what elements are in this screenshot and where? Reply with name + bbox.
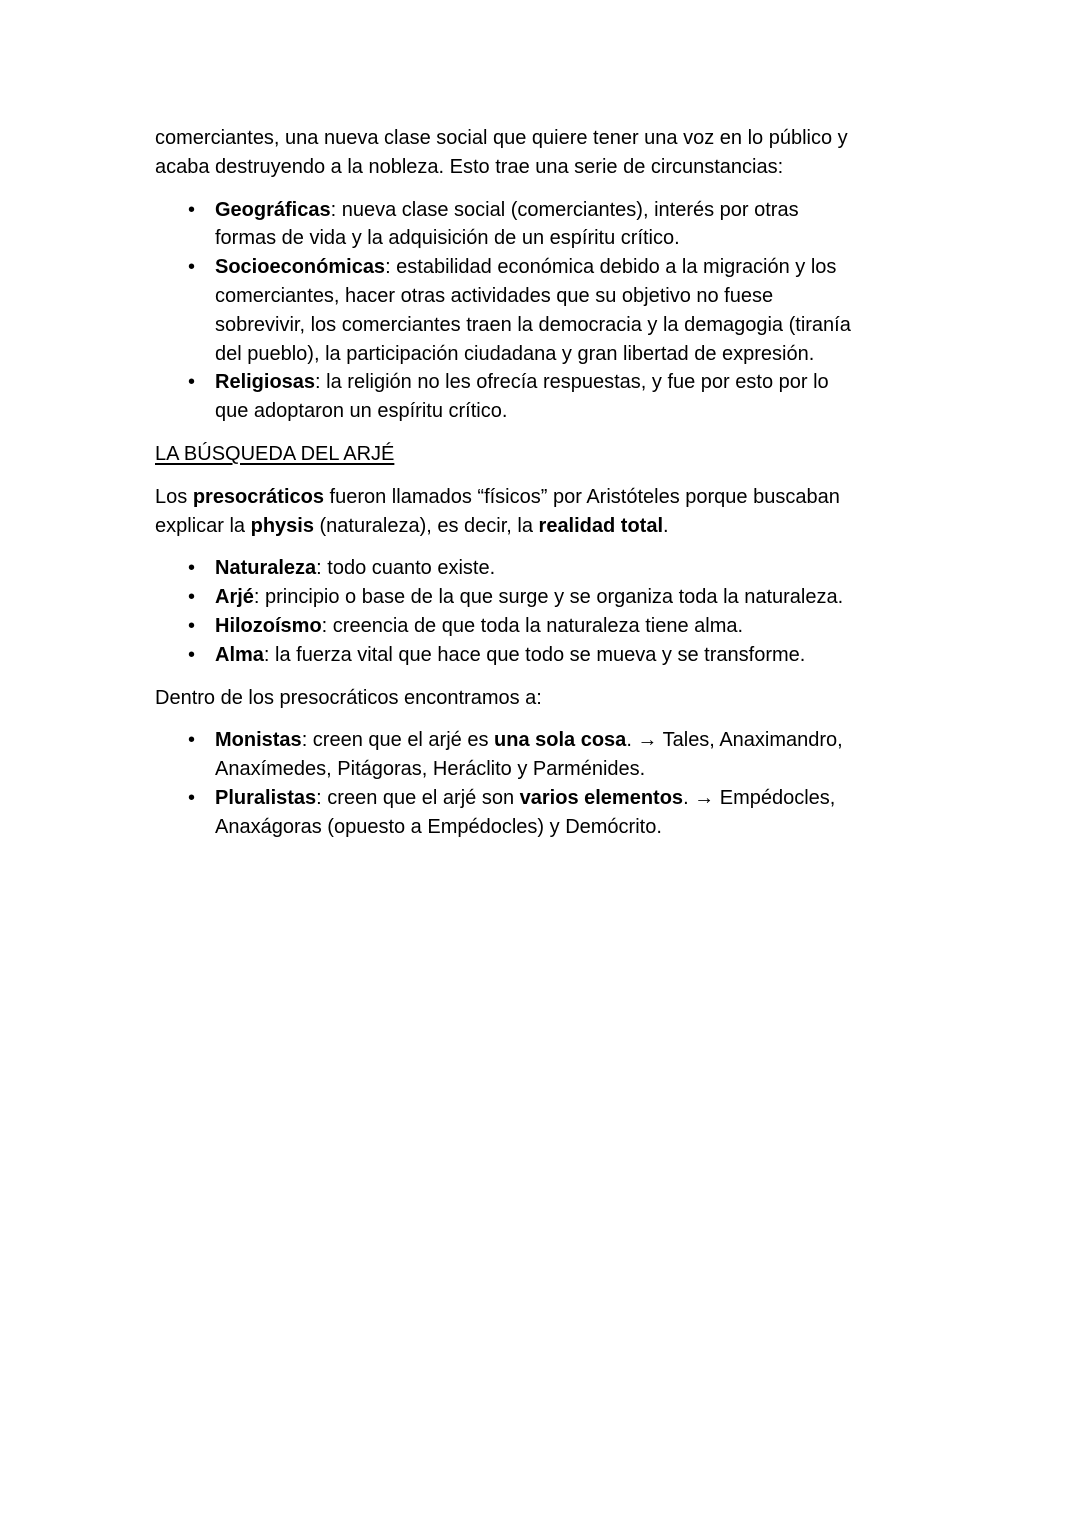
bullet-item-naturaleza: • Naturaleza: todo cuanto existe.	[155, 554, 1035, 583]
groups-list	[155, 726, 1035, 841]
presocratics-paragraph: Los presocráticos fueron llamados “físicos” por Aristóteles porque buscaban explicar la physis (naturaleza), es decir, la realidad total.	[155, 485, 840, 537]
groups-intro-paragraph: Dentro de los presocráticos encontramos a:	[155, 686, 542, 709]
bullet-item-pluralistas: • Pluralistas: creen que el arjé son varios elementos. → Empédocles, Anaxágoras (opuesto a Empédocles) y Demócrito.	[155, 784, 1035, 842]
bullet-item-socioeconomicas: • Socioeconómicas: estabilidad económica debido a la migración y los comerciantes, hacer otras actividades que su objetivo no fuese sobrevivir, los comerciantes traen la democracia y la demagogia (tiranía del pueblo), la participación ciudadana y gran libertad de expresión.	[155, 253, 1035, 368]
bullet-item-geograficas: • Geográficas: nueva clase social (comerciantes), interés por otras formas de vida y la adquisición de un espíritu crítico.	[155, 196, 1035, 254]
bullet-item-hilozoismo: • Hilozoísmo: creencia de que toda la naturaleza tiene alma.	[155, 612, 1035, 641]
bullet-item-alma: • Alma: la fuerza vital que hace que todo se mueva y se transforme.	[155, 641, 1035, 670]
bullet-item-monistas: • Monistas: creen que el arjé es una sola cosa. → Tales, Anaximandro, Anaxímedes, Pitágoras, Heráclito y Parménides.	[155, 726, 1035, 784]
definitions-list	[155, 554, 1035, 669]
bullet-item-religiosas: • Religiosas: la religión no les ofrecía respuestas, y fue por esto por lo que adoptaron un espíritu crítico.	[155, 368, 1035, 426]
bullet-item-arje: • Arjé: principio o base de la que surge y se organiza toda la naturaleza.	[155, 583, 1035, 612]
circumstances-list	[155, 196, 1035, 426]
intro-paragraph: comerciantes, una nueva clase social que quiere tener una voz en lo público y acaba destruyendo a la nobleza. Esto trae una serie de circunstancias:	[155, 127, 848, 178]
section-heading-busqueda-del-arje: LA BÚSQUEDA DEL ARJÉ	[155, 442, 395, 465]
